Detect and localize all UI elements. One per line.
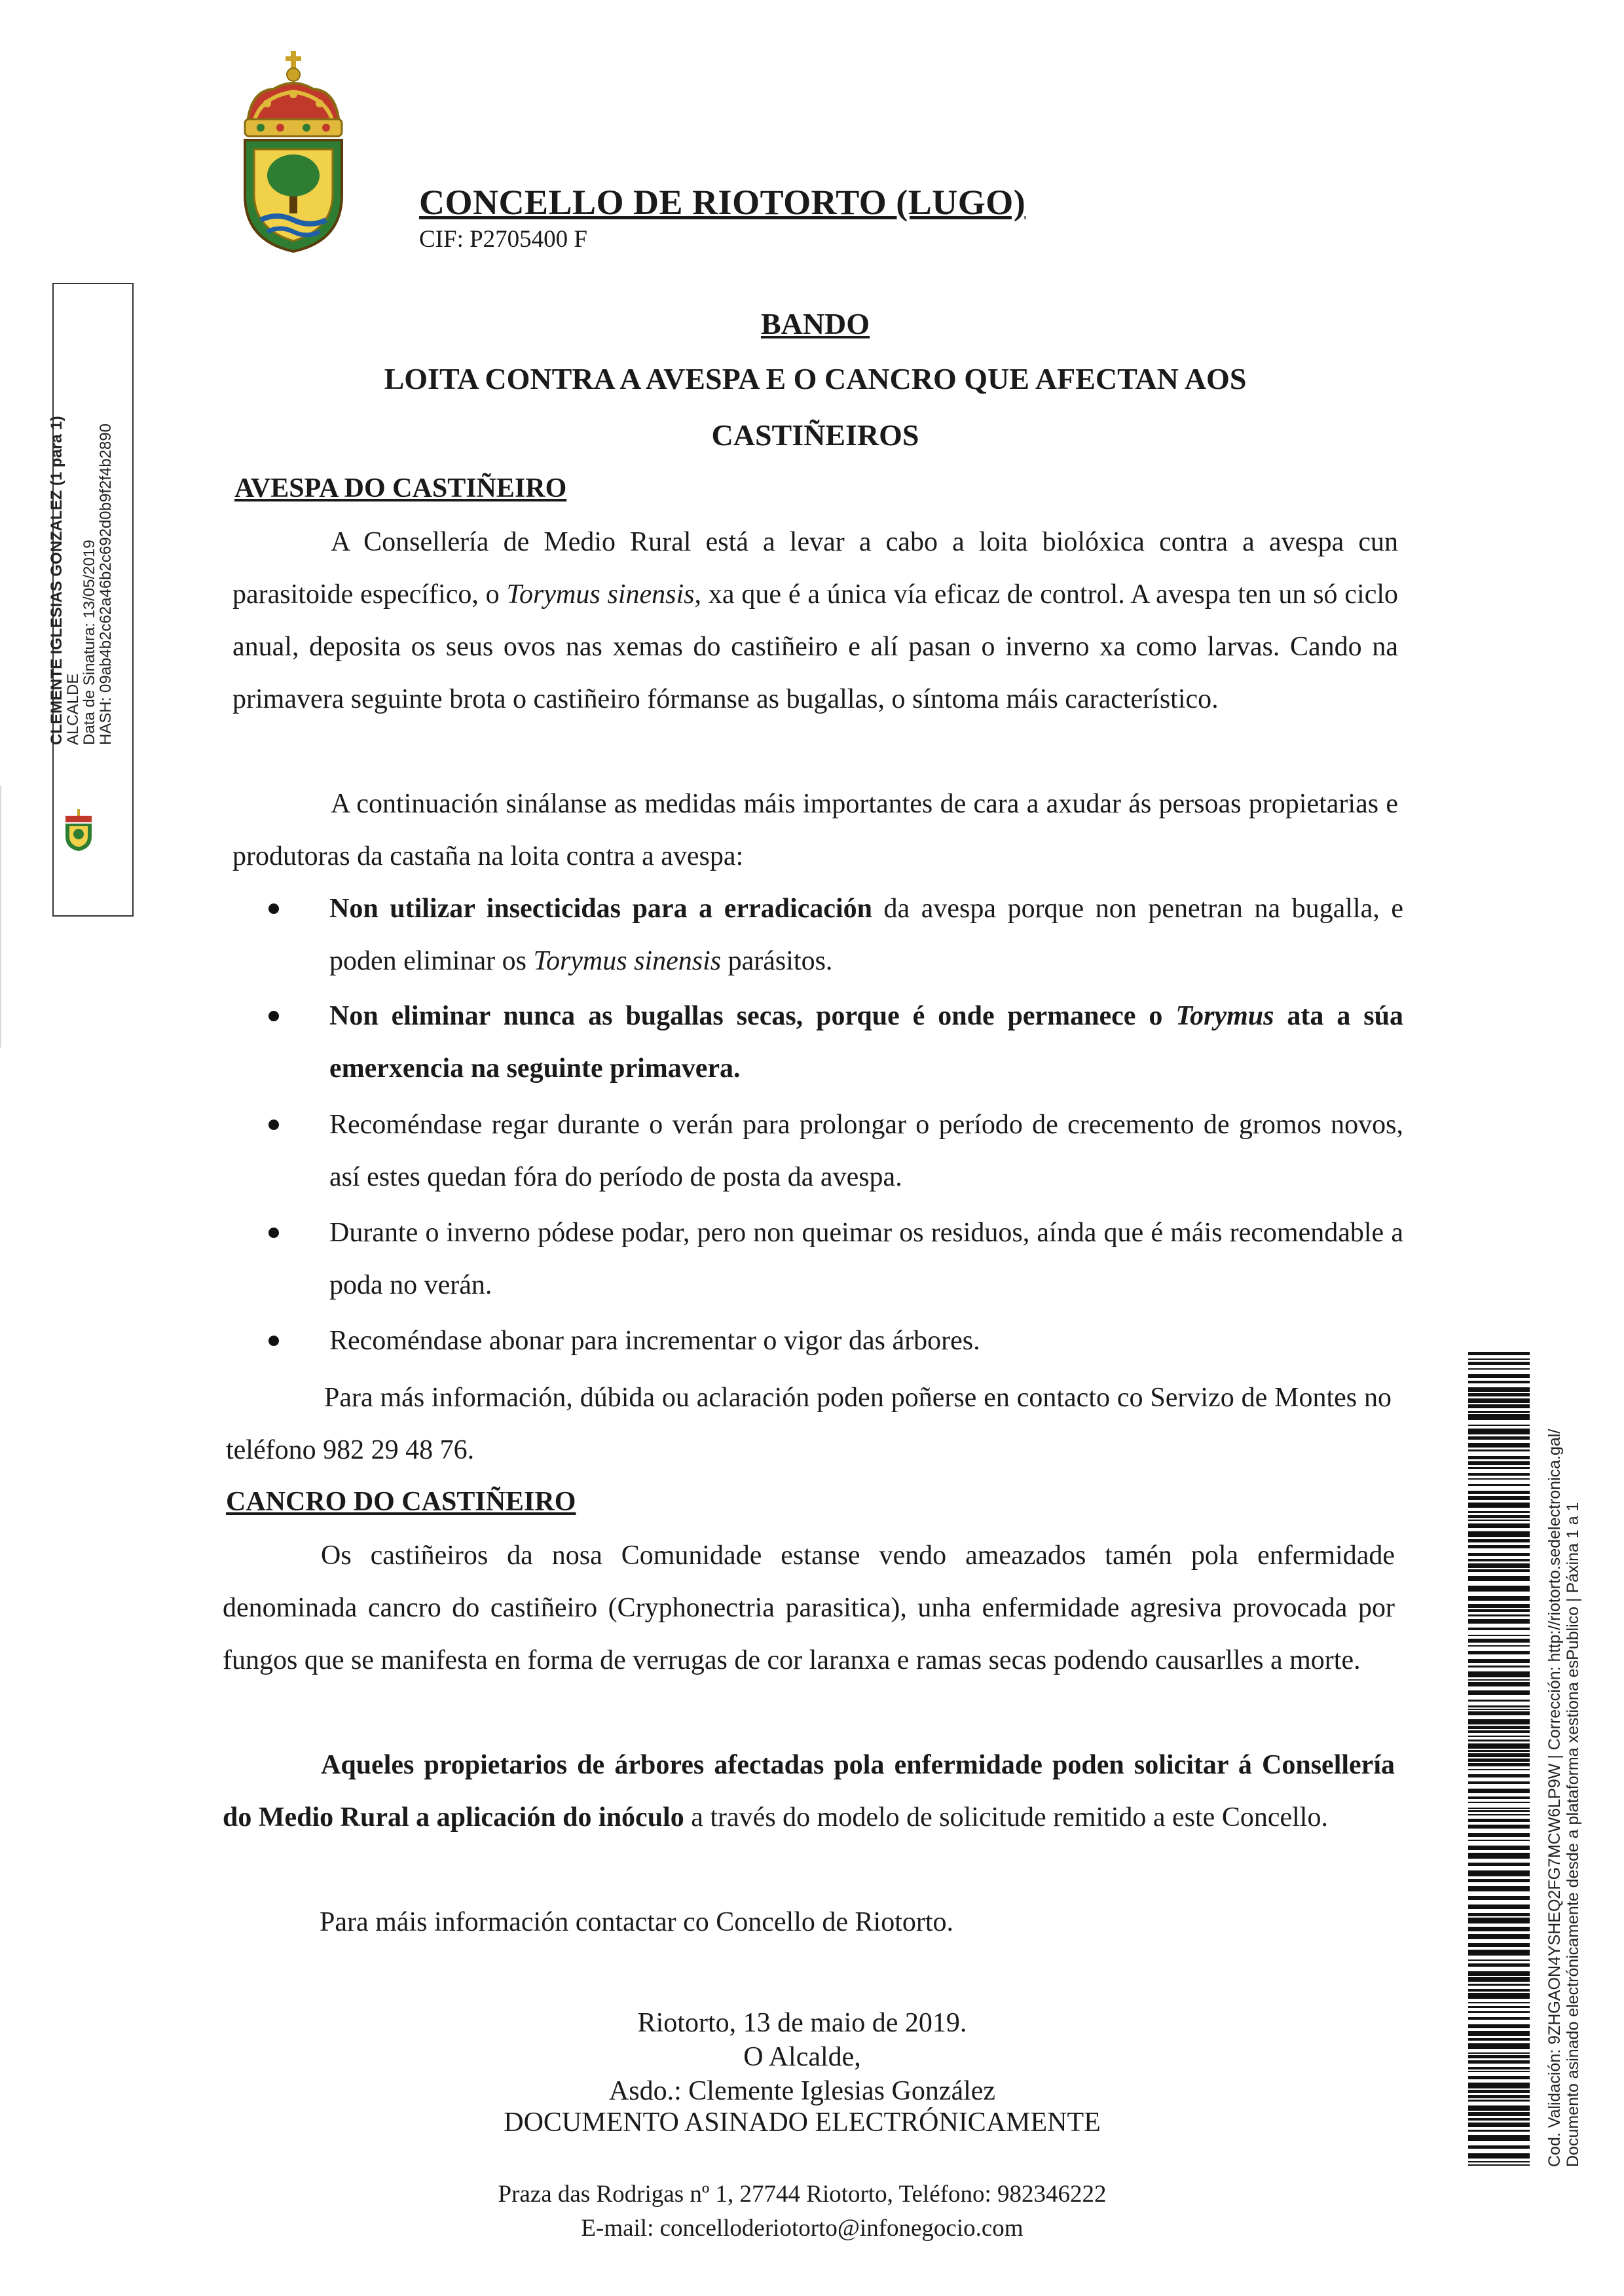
barcode-bar [1468,1619,1530,1624]
bullet-icon [268,1011,279,1021]
barcode-bar [1468,1503,1530,1508]
barcode-bar [1468,1387,1530,1392]
barcode-bar [1468,2130,1530,2132]
barcode-bar [1468,1491,1530,1494]
validation-code: Cod. Validación: 9ZHGAON4YSHEQ2FG7MCW6LP9W | Corrección: http://riotorto.sedelectronica.gal/ [1545,1429,1564,2167]
signature-role: O Alcalde, [743,2042,861,2072]
barcode-bar [1468,1781,1530,1784]
barcode-bar [1468,1719,1530,1724]
barcode-bar [1468,2006,1530,2008]
paragraph-more-info: Para máis información contactar co Concello de Riotorto. [320,1907,954,1937]
barcode-bar [1468,1467,1530,1469]
barcode-bar [1468,1414,1530,1420]
barcode-bar [1468,1853,1530,1859]
council-name: CONCELLO DE RIOTORTO (LUGO) [419,183,1026,222]
barcode-bar [1468,1398,1530,1403]
bullet-icon [268,1228,279,1238]
page-edge-mark [0,786,1,1048]
barcode-bar [1468,2060,1530,2064]
barcode-bar [1468,2105,1530,2111]
bando-subtitle-line1: LOITA CONTRA A AVESPA E O CANCRO QUE AFECTAN AOS [384,362,1247,395]
barcode-bar [1468,2123,1530,2127]
barcode-bar [1468,1478,1530,1480]
barcode-bar [1468,1604,1530,1608]
barcode-bar [1468,1596,1530,1601]
barcode-bar [1468,1740,1530,1741]
paragraph-contact-montes: Para más información, dúbida ou aclaración poden poñerse en contacto co Servizo de Montes no teléfono 982 29 48 76. [226,1383,1392,1465]
paragraph-measures-intro: A continuación sinálanse as medidas máis importantes de cara a axudar ás persoas propietarias e produtoras da castaña na loita contra a avespa: [232,789,1398,871]
barcode-bar [1468,1531,1530,1537]
barcode-bar [1468,1484,1530,1486]
barcode-bar [1468,1559,1530,1561]
barcode-bar [1468,1576,1530,1581]
barcode-bar [1468,1711,1530,1715]
barcode-bar [1468,1743,1530,1749]
barcode-bar [1468,1700,1530,1702]
barcode-bar [1468,1726,1530,1729]
bullet-icon [268,1120,279,1130]
barcode-bar [1468,1825,1530,1829]
barcode-bar [1468,1959,1530,1961]
barcode-bar [1468,1886,1530,1891]
barcode-bar [1468,2153,1530,2159]
barcode-bar [1468,1709,1530,1710]
barcode-bar [1468,1362,1530,1365]
barcode-bar [1468,2164,1530,2166]
barcode-bar [1468,1758,1530,1762]
barcode-bar [1468,1511,1530,1513]
barcode-bar [1468,1381,1530,1383]
barcode-bar [1468,2118,1530,2121]
signature-signed-by: Asdo.: Clemente Iglesias González [608,2076,996,2106]
coat-of-arms-icon [234,51,352,254]
barcode-bar [1468,1814,1530,1815]
bullet-icon [268,903,279,914]
barcode-bar [1468,1819,1530,1822]
barcode-bar [1468,1659,1530,1663]
barcode-bar [1468,2083,1530,2088]
barcode-bar [1468,2095,1530,2098]
barcode-bar [1468,2024,1530,2028]
barcode-bar [1468,1679,1530,1681]
barcode-bar [1468,1730,1530,1733]
barcode-bar [1468,1927,1530,1931]
barcode-bar [1468,1989,1530,1992]
barcode-bar [1468,1810,1530,1812]
barcode-bar [1468,1411,1530,1413]
barcode-bar [1468,1473,1530,1476]
barcode-bar [1468,1918,1530,1923]
stamp-hash: HASH: 09ab4b2c62a46b2c692d0b9f2f4b2890 [97,423,115,745]
barcode-bar [1468,1553,1530,1556]
section-heading-cancro: CANCRO DO CASTIÑEIRO [226,1487,576,1517]
barcode-bar [1468,2145,1530,2149]
barcode-bar [1468,2076,1530,2079]
barcode-bar [1468,1682,1530,1686]
barcode-bar [1468,1808,1530,1809]
barcode-bar [1468,1971,1530,1976]
barcode-bar [1468,1870,1530,1876]
barcode-bar [1468,2071,1530,2072]
barcode-bar [1468,1443,1530,1448]
barcode-bar [1468,1368,1530,1370]
barcode-bar [1468,1520,1530,1521]
barcode-bar [1468,2038,1530,2041]
barcode-bar [1468,1833,1530,1837]
barcode-bar [1468,1950,1530,1956]
barcode-bar [1468,1690,1530,1695]
barcode-bar [1468,1628,1530,1630]
barcode-bar [1468,2052,1530,2054]
barcode-bar [1468,2031,1530,2036]
barcode-bar [1468,1750,1530,1752]
barcode-bar [1468,2055,1530,2058]
barcode-bar [1468,1913,1530,1916]
barcode-bar [1468,2067,1530,2069]
barcode-bar [1468,2112,1530,2116]
footer-email: E-mail: concelloderiotorto@infonegocio.com [581,2215,1024,2242]
stamp-date: Data de Sinatura: 13/05/2019 [81,539,98,745]
barcode-bar [1468,1614,1530,1616]
barcode-bar [1468,1963,1530,1967]
paragraph-avespa-intro: A Consellería de Medio Rural está a levar a cabo a loita biolóxica contra a avespa cun parasitoide específico, o Torymus sinensis, xa que é a única vía eficaz de control. A avespa ten un só ciclo anual, deposita os seus ovos nas xemas do castiñeiro e alí pasan o inverno xa como larvas. Cando na primavera seguinte brota o castiñeiro fórmanse as bugallas, o síntoma máis característico. [232,527,1399,714]
barcode-bar [1468,1977,1530,1982]
bando-subtitle-line2: CASTIÑEIROS [711,418,919,452]
barcode-bar [1468,1863,1530,1866]
barcode-bar [1468,1523,1530,1528]
stamp-role: ALCALDE [64,673,82,745]
validation-platform: Documento asinado electrónicamente desde a plataforma xestiona esPublico | Páxina 1 a 1 [1564,1502,1582,2167]
barcode-bar [1468,1496,1530,1500]
barcode-bar [1468,1774,1530,1777]
signature-place-date: Riotorto, 13 de maio de 2019. [637,2008,967,2038]
barcode-bar [1468,2002,1530,2003]
signature-stamp-text [48,405,140,745]
validation-text [1545,1355,1591,2167]
signature-electronic: DOCUMENTO ASINADO ELECTRÓNICAMENTE [504,2107,1101,2138]
barcode-bar [1468,1763,1530,1766]
barcode-bar [1468,1671,1530,1677]
barcode-bar [1468,1666,1530,1667]
barcode-bar [1468,2100,1530,2102]
barcode-bar [1468,1840,1530,1841]
barcode-bar [1468,1456,1530,1459]
barcode-bar [1468,1934,1530,1939]
section-heading-avespa: AVESPA DO CASTIÑEIRO [234,473,567,503]
barcode-bar [1468,1651,1530,1654]
barcode-bar [1468,1753,1530,1757]
barcode-bar [1468,1796,1530,1799]
barcode-bar [1468,1879,1530,1882]
barcode-bar [1468,1635,1530,1636]
barcode-bar [1468,2043,1530,2049]
barcode-bar [1468,1769,1530,1770]
barcode-bar [1468,1984,1530,1986]
barcode-bar [1468,1436,1530,1440]
barcode-bar [1468,1358,1530,1360]
bando-title: BANDO [760,307,870,340]
barcode-bar [1468,1404,1530,1408]
barcode-bar [1468,1896,1530,1900]
barcode-bar [1468,1645,1530,1647]
barcode-bar [1468,1429,1530,1434]
stamp-signer: CLEMENTE IGLESIAS GONZALEZ (1 para 1) [48,416,65,745]
paragraph-cancro-intro: Os castiñeiros da nosa Comunidade estanse vendo ameazados tamén pola enfermidade denominada cancro do castiñeiro (Cryphonectria parasitica), unha enfermidade agresiva provocada por fungos que se manifesta en forma de verrugas de cor laranxa e ramas secas podendo causarlles a morte. [223,1540,1395,1675]
barcode-bar [1468,1461,1530,1465]
barcode-bar [1468,1609,1530,1612]
bullet-icon [268,1336,279,1346]
barcode-bar [1468,1393,1530,1396]
barcode-bar [1468,1449,1530,1451]
barcode-icon [1468,1352,1530,2166]
barcode-bar [1468,1904,1530,1909]
barcode-bar [1468,2011,1530,2013]
barcode-bar [1468,1545,1530,1548]
barcode-bar [1468,2135,1530,2141]
barcode-bar [1468,1789,1530,1793]
barcode-bar [1468,1586,1530,1592]
barcode-bar [1468,1802,1530,1803]
barcode-bar [1468,1705,1530,1707]
barcode-bar [1468,1352,1530,1355]
barcode-bar [1468,2090,1530,2093]
paragraph-inoculo: Aqueles propietarios de árbores afectadas pola enfermidade poden solicitar á Consellería do Medio Rural a aplicación do inóculo a través do modelo de solicitude remitido a este Concello. [223,1750,1395,1832]
barcode-bar [1468,1846,1530,1850]
barcode-bar [1468,1563,1530,1568]
council-cif: CIF: P2705400 F [419,226,588,253]
barcode-bar [1468,2161,1530,2162]
barcode-bar [1468,2017,1530,2020]
barcode-bar [1468,1943,1530,1947]
barcode-bar [1468,1569,1530,1572]
barcode-bar [1468,1639,1530,1643]
barcode-bar [1468,1515,1530,1518]
barcode-bar [1468,1374,1530,1378]
barcode-bar [1468,1993,1530,1999]
barcode-bar [1468,1736,1530,1737]
stamp-crest-icon [63,807,123,852]
barcode-bar [1468,1425,1530,1426]
barcode-bar [1468,1539,1530,1542]
footer-address: Praza das Rodrigas nº 1, 27744 Riotorto, Teléfono: 982346222 [498,2181,1107,2208]
